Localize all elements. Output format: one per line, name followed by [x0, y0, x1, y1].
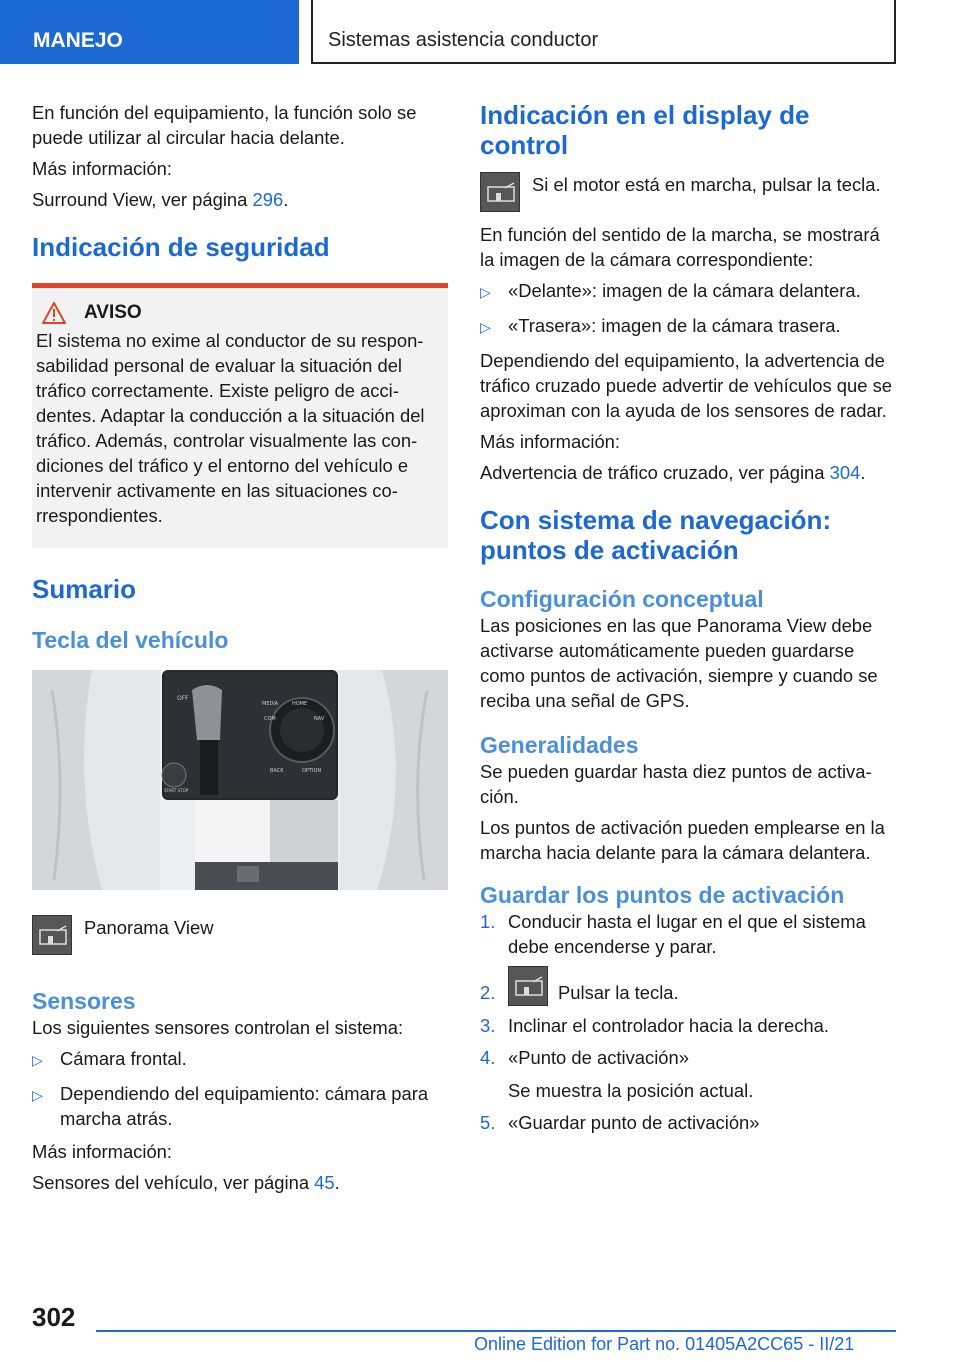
step-item: 2. Pulsar la tecla. [480, 966, 896, 1006]
step-item: 3. Inclinar el controlador hacia la derecha. [480, 1015, 830, 1036]
step-item: 4. «Punto de activación» Se muestra la posición actual. [480, 1047, 754, 1101]
intro-paragraph: En función del equipamiento, la función solo se puede utilizar al circular hacia delante. [32, 102, 417, 148]
vehicle-key-heading: Tecla del vehículo [32, 627, 229, 653]
camera-key-icon [32, 915, 72, 955]
triangle-bullet-icon: ▷ [480, 284, 491, 300]
general-heading: Generalidades [480, 732, 639, 758]
chapter-tab: MANEJO [0, 0, 299, 64]
triangle-bullet-icon: ▷ [32, 1087, 43, 1103]
list-item: ▷ «Delante»: imagen de la cámara delantera. [480, 278, 896, 305]
page-number: 302 [32, 1302, 76, 1332]
more-info-label: Más información: [32, 1141, 173, 1162]
general-text-1: Se pueden guardar hasta diez puntos de activa-ción. [480, 761, 872, 807]
photo-label-back: BACK [270, 768, 284, 774]
security-heading: Indicación de seguridad [32, 232, 330, 262]
list-item: ▷ «Trasera»: imagen de la cámara trasera. [480, 313, 896, 340]
step-item: 1. Conducir hasta el lugar en el que el sistema debe encenderse y parar. [480, 911, 866, 957]
page-link-304[interactable]: 304 [829, 462, 861, 483]
camera-key-icon [508, 966, 548, 1006]
sensors-intro: Los siguientes sensores controlan el sistema: [32, 1017, 404, 1038]
section-title: Sistemas asistencia conductor [311, 0, 896, 64]
page-link-296[interactable]: 296 [252, 189, 284, 210]
display-key-text: Si el motor está en marcha, pulsar la tecla. [532, 174, 881, 195]
concept-text: Las posiciones en las que Panorama View debe activarse automáticamente pueden guardarse como puntos de activación, siempre y cuando se reciba una señal de GPS. [480, 615, 878, 711]
more-info-label: Más información: [480, 431, 621, 452]
panorama-view-key [32, 915, 448, 955]
photo-label-off: OFF [177, 695, 189, 702]
footer-divider [96, 1330, 896, 1332]
cross-traffic-text: Dependiendo del equipamiento, la advertencia de tráfico cruzado puede advertir de vehículos que se aproximan con la ayuda de los sensores de radar. [480, 350, 892, 421]
display-heading: Indicación en el display de control [480, 100, 810, 160]
sensors-reference: Sensores del vehículo, ver página 45. [32, 1172, 340, 1193]
warning-title: AVISO [84, 302, 142, 323]
edition-text: Online Edition for Part no. 01405A2CC65 - II/21 [474, 1334, 855, 1354]
photo-label-home: HOME [292, 701, 308, 707]
right-column [480, 100, 896, 1142]
page-link-45[interactable]: 45 [314, 1172, 335, 1193]
list-item: ▷ Cámara frontal. [32, 1046, 448, 1073]
photo-label-media: MEDIA [262, 701, 279, 707]
list-item: ▷ Dependiendo del equipamiento: cámara para marcha atrás. [32, 1083, 429, 1129]
summary-heading: Sumario [32, 574, 137, 604]
save-points-heading: Guardar los puntos de activación [480, 882, 845, 908]
page-header [0, 0, 960, 66]
panorama-view-label: Panorama View [84, 917, 214, 938]
more-info-label: Más información: [32, 158, 173, 179]
step-item: 5. «Guardar punto de activación» [480, 1112, 760, 1133]
warning-text: El sistema no exime al conductor de su respon-sabilidad personal de evaluar la situación del tráfico correctamente. Existe peligro de acci-dentes. Adaptar la conducción a la situación del tráfico. Además, controlar visualmente las con-diciones del tráfico y el entorno del vehículo e intervenir activamente en las situaciones co-rrespondientes. [36, 330, 425, 526]
sensors-heading: Sensores [32, 988, 136, 1014]
surround-view-reference: Surround View, ver página 296. [32, 189, 289, 210]
camera-key-icon [480, 172, 520, 212]
triangle-bullet-icon: ▷ [32, 1052, 43, 1068]
direction-text: En función del sentido de la marcha, se mostrará la imagen de la cámara correspondiente: [480, 224, 880, 270]
warning-triangle-icon [42, 302, 66, 324]
display-key-row [480, 172, 896, 212]
cross-traffic-reference: Advertencia de tráfico cruzado, ver página 304. [480, 462, 866, 483]
left-column [32, 100, 448, 1201]
general-text-2: Los puntos de activación pueden emplearse en la marcha hacia delante para la cámara delantera. [480, 817, 885, 863]
photo-label-option: OPTION [302, 768, 322, 774]
navigation-heading: Con sistema de navegación: puntos de activación [480, 505, 832, 565]
photo-label-com: COM [264, 716, 276, 722]
warning-box [32, 283, 448, 548]
photo-label-start-stop: START STOP [164, 788, 189, 793]
warning-header [36, 302, 438, 324]
triangle-bullet-icon: ▷ [480, 319, 491, 335]
photo-label-nav: NAV [314, 716, 325, 722]
center-console-photo [32, 670, 448, 890]
concept-heading: Configuración conceptual [480, 586, 764, 612]
